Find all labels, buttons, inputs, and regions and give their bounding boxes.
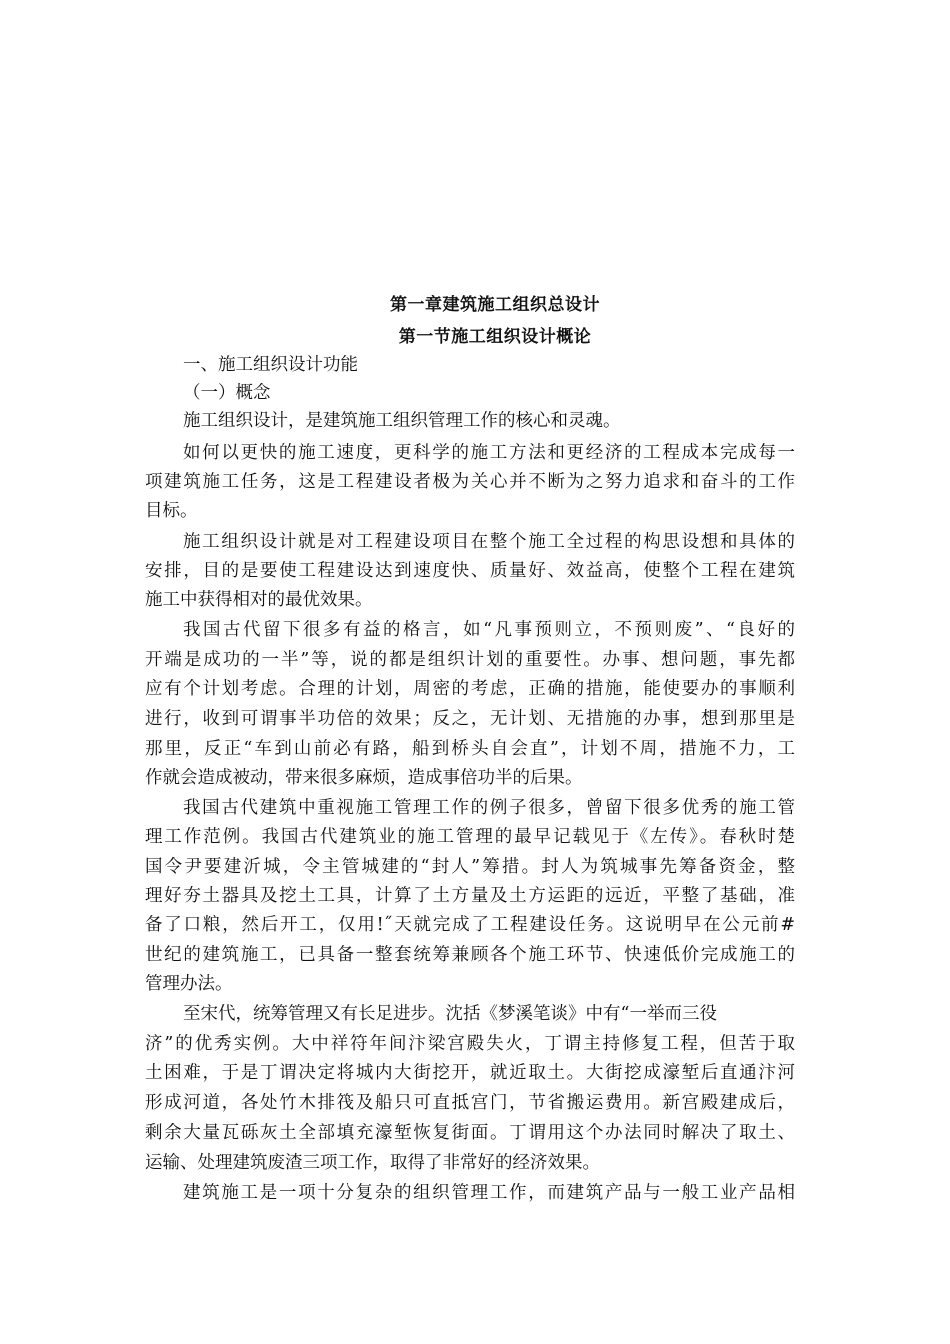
- paragraph-line: 安排，目的是要使工程建设达到速度快、质量好、效益高，使整个工程在建筑: [145, 561, 795, 581]
- paragraph-line: 开端是成功的一半”等，说的都是组织计划的重要性。办事、想问题，事先都: [145, 650, 795, 670]
- heading-1: 一、施工组织设计功能: [183, 355, 358, 375]
- paragraph-line: 施工中获得相对的最优效果。: [145, 590, 373, 610]
- paragraph-line: 运输、处理建筑废渣三项工作，取得了非常好的经济效果。: [145, 1153, 600, 1173]
- paragraph-line: 至宋代，统筹管理又有长足进步。沈括《梦溪笔谈》中有“一举而三役: [183, 1004, 717, 1024]
- paragraph-line: 形成河道，各处竹木排筏及船只可直抵宫门，节省搬运费用。新宫殿建成后，: [145, 1093, 795, 1113]
- paragraph-line: 目标。: [145, 501, 198, 521]
- paragraph-line: 那里，反正“车到山前必有路，船到桥头自会直”，计划不周，措施不力，工: [145, 739, 795, 759]
- paragraph-line: 作就会造成被动，带来很多麻烦，造成事倍功半的后果。: [145, 768, 583, 788]
- paragraph-line: 项建筑施工任务，这是工程建设者极为关心并不断为之努力追求和奋斗的工作: [145, 472, 795, 492]
- paragraph-line: 建筑施工是一项十分复杂的组织管理工作，而建筑产品与一般工业产品相: [183, 1183, 795, 1203]
- paragraph-line: 土困难，于是丁谓决定将城内大街挖开，就近取土。大街挖成濠堑后直通汴河: [145, 1063, 795, 1083]
- paragraph-line: 国令尹要建沂城，令主管城建的“封人”筹措。封人为筑城事先筹备资金，整: [145, 857, 795, 877]
- paragraph-line: 进行，收到可谓事半功倍的效果；反之，无计划、无措施的办事，想到那里是: [145, 709, 795, 729]
- paragraph-line: 剩余大量瓦砾灰土全部填充濠堑恢复街面。丁谓用这个办法同时解决了取土、: [145, 1123, 795, 1143]
- paragraph-line: 施工组织设计，是建筑施工组织管理工作的核心和灵魂。: [183, 411, 621, 431]
- paragraph-line: 我国古代建筑中重视施工管理工作的例子很多，曾留下很多优秀的施工管: [183, 798, 795, 818]
- heading-2: （一）概念: [183, 383, 271, 403]
- section-title: 第一节施工组织设计概论: [398, 327, 592, 347]
- paragraph-line: 理工作范例。我国古代建筑业的施工管理的最早记载见于《左传》。春秋时楚: [145, 827, 795, 847]
- paragraph-line: 管理办法。: [145, 974, 233, 994]
- paragraph-line: 备了口粮，然后开工，仅用!˝天就完成了工程建设任务。这说明早在公元前#: [145, 915, 795, 935]
- paragraph-line: 施工组织设计就是对工程建设项目在整个施工全过程的构思设想和具体的: [183, 532, 795, 552]
- paragraph-line: 理好夯土器具及挖土工具，计算了土方量及土方运距的远近，平整了基础，准: [145, 886, 795, 906]
- paragraph-line: 济”的优秀实例。大中祥符年间汴梁宫殿失火，丁谓主持修复工程，但苦于取: [145, 1034, 795, 1054]
- paragraph-line: 世纪的建筑施工，已具备一整套统筹兼顾各个施工环节、快速低价完成施工的: [145, 945, 795, 965]
- paragraph-line: 应有个计划考虑。合理的计划，周密的考虑，正确的措施，能使要办的事顺利: [145, 679, 795, 699]
- paragraph-line: 我国古代留下很多有益的格言，如“凡事预则立，不预则废”、“良好的: [183, 620, 795, 640]
- paragraph-line: 如何以更快的施工速度，更科学的施工方法和更经济的工程成本完成每一: [183, 443, 795, 463]
- chapter-title: 第一章建筑施工组织总设计: [390, 295, 600, 315]
